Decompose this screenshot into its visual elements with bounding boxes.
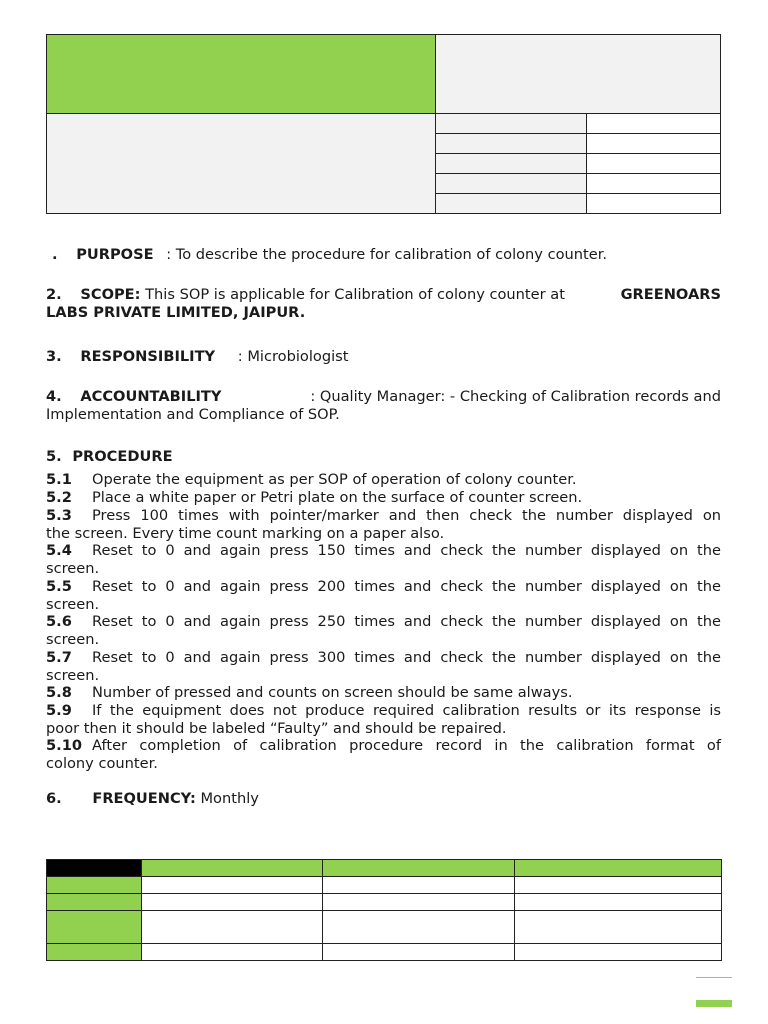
header-meta-label-cell <box>436 194 587 213</box>
table-header-cell <box>142 860 323 877</box>
table-header-cell <box>515 860 722 877</box>
table-row-label-cell <box>47 894 142 911</box>
header-meta-label-cell <box>436 134 587 154</box>
header-title-cell <box>436 35 720 114</box>
table-header-row <box>47 860 722 877</box>
section-label: SCOPE: <box>80 286 141 303</box>
table-header-cell <box>47 860 142 877</box>
procedure-step <box>46 471 721 489</box>
section-number: . <box>52 246 58 263</box>
table-cell <box>515 877 722 894</box>
header-meta-value-cell <box>587 174 720 194</box>
company-name-part2: LABS PRIVATE LIMITED, JAIPUR. <box>46 304 306 321</box>
step-number: 5.9 <box>46 702 72 719</box>
table-cell <box>142 877 323 894</box>
section-number: 3. <box>46 348 62 365</box>
procedure-step <box>46 684 721 702</box>
section-text: This SOP is applicable for Calibration of colony counter at <box>145 286 565 303</box>
procedure-step <box>46 649 721 684</box>
step-number: 5.5 <box>46 578 72 595</box>
procedure-step <box>46 507 721 542</box>
section-number: 4. <box>46 388 62 405</box>
step-text: Place a white paper or Petri plate on the surface of counter screen. <box>92 489 583 506</box>
table-cell <box>323 944 515 961</box>
header-meta-value-cell <box>587 114 720 134</box>
section-label: ACCOUNTABILITY <box>80 388 222 405</box>
table-row <box>47 911 722 944</box>
table-cell <box>142 894 323 911</box>
section-number: 6. <box>46 790 62 807</box>
section-text: : To describe the procedure for calibration of colony counter. <box>166 246 608 263</box>
step-text-continued: screen. <box>46 559 100 577</box>
table-row <box>47 877 722 894</box>
header-meta-value-cell <box>587 154 720 174</box>
step-text-continued: screen. <box>46 666 100 684</box>
document-header-table <box>46 34 721 214</box>
step-number: 5.1 <box>46 471 72 488</box>
step-number: 5.6 <box>46 613 72 630</box>
step-text-continued: screen. <box>46 595 100 613</box>
header-info-cell <box>47 114 436 213</box>
footer-divider-thin <box>696 977 732 978</box>
step-number: 5.2 <box>46 489 72 506</box>
procedure-step <box>46 613 721 648</box>
procedure-step <box>46 737 721 772</box>
table-cell <box>515 911 722 944</box>
step-text-continued: screen. <box>46 630 100 648</box>
header-meta-value-cell <box>587 134 720 154</box>
procedure-step <box>46 489 721 507</box>
table-row <box>47 944 722 961</box>
table-cell <box>515 944 722 961</box>
section-text: : Quality Manager: - Checking of Calibration records and <box>310 388 721 405</box>
step-text: If the equipment does not produce required calibration results or its response is <box>92 702 721 719</box>
procedure-step <box>46 542 721 577</box>
table-row-label-cell <box>47 911 142 944</box>
section-accountability <box>46 388 721 424</box>
step-text: Reset to 0 and again press 250 times and check the number displayed on the <box>92 613 721 630</box>
section-label: RESPONSIBILITY <box>80 348 216 365</box>
table-row-label-cell <box>47 944 142 961</box>
section-number: 2. <box>46 286 62 303</box>
section-text: : Microbiologist <box>237 348 349 365</box>
step-text: Operate the equipment as per SOP of operation of colony counter. <box>92 471 577 488</box>
step-text: Reset to 0 and again press 200 times and check the number displayed on the <box>92 578 721 595</box>
header-meta-value-cell <box>587 194 720 213</box>
revision-history-table <box>46 859 722 961</box>
step-text: Press 100 times with pointer/marker and then check the number displayed on <box>92 507 721 524</box>
company-name-part1: GREENOARS <box>620 286 721 303</box>
section-responsibility <box>46 348 721 366</box>
table-row <box>47 894 722 911</box>
header-meta-label-cell <box>436 114 587 134</box>
section-purpose <box>46 246 721 264</box>
procedure-step <box>46 578 721 613</box>
step-number: 5.10 <box>46 737 83 754</box>
table-cell <box>142 911 323 944</box>
step-number: 5.4 <box>46 542 72 559</box>
section-text: Monthly <box>200 790 259 807</box>
section-label: PURPOSE <box>76 246 154 263</box>
header-meta-label-cell <box>436 154 587 174</box>
step-text-continued: the screen. Every time count marking on a paper also. <box>46 524 445 542</box>
step-text: Reset to 0 and again press 300 times and check the number displayed on the <box>92 649 721 666</box>
header-logo-cell <box>47 35 436 114</box>
table-cell <box>323 877 515 894</box>
table-row-label-cell <box>47 877 142 894</box>
step-text: After completion of calibration procedure record in the calibration format of <box>92 737 721 754</box>
footer-divider-thick <box>696 1000 732 1007</box>
step-text-continued: colony counter. <box>46 754 158 772</box>
table-cell <box>142 944 323 961</box>
table-cell <box>323 894 515 911</box>
section-number: 5. <box>46 448 62 465</box>
step-number: 5.7 <box>46 649 72 666</box>
step-number: 5.3 <box>46 507 72 524</box>
table-header-cell <box>323 860 515 877</box>
procedure-step <box>46 702 721 737</box>
section-frequency <box>46 790 721 808</box>
section-label: FREQUENCY: <box>92 790 196 807</box>
section-scope <box>46 286 721 322</box>
section-procedure <box>46 448 721 466</box>
table-cell <box>515 894 722 911</box>
step-text: Reset to 0 and again press 150 times and check the number displayed on the <box>92 542 721 559</box>
step-number: 5.8 <box>46 684 72 701</box>
section-label: PROCEDURE <box>72 448 173 465</box>
section-text-continued: Implementation and Compliance of SOP. <box>46 406 340 423</box>
header-meta-label-cell <box>436 174 587 194</box>
step-text-continued: poor then it should be labeled “Faulty” and should be repaired. <box>46 719 507 737</box>
table-cell <box>323 911 515 944</box>
step-text: Number of pressed and counts on screen should be same always. <box>92 684 573 701</box>
